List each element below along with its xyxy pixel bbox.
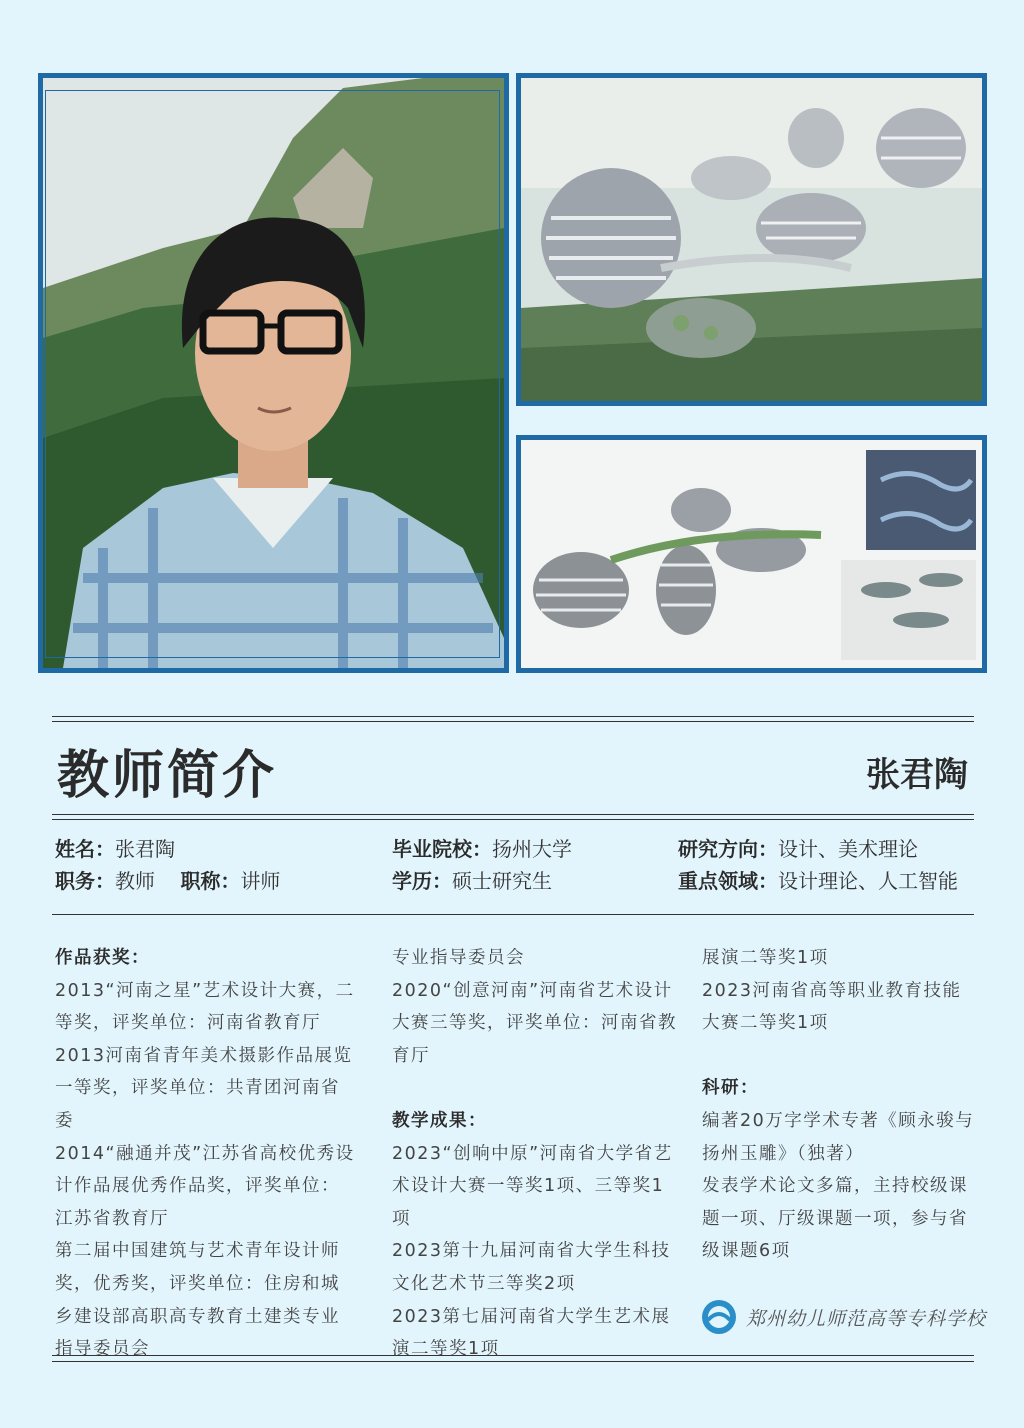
- research-item: 编著20万字学术专著《顾永骏与扬州玉雕》（独著）: [702, 1110, 975, 1164]
- info-degree-label: 学历：: [392, 869, 452, 893]
- info-degree: [392, 865, 552, 898]
- award-item: 2013“河南之星”艺术设计大赛，二等奖，评奖单位：河南省教育厅: [55, 980, 355, 1034]
- teaching-heading: 教学成果：: [392, 1110, 487, 1131]
- teaching-item: 2023河南省高等职业教育技能大赛二等奖1项: [702, 980, 962, 1034]
- info-job: [55, 865, 280, 898]
- award-item-continued: 专业指导委员会: [392, 948, 525, 968]
- info-rank-value: 讲师: [240, 869, 281, 893]
- info-focus: [678, 865, 958, 898]
- info-rank-label: 职称：: [180, 869, 241, 893]
- diagram-illustration: [521, 440, 982, 668]
- teaching-item: 2023第七届河南省大学生艺术展演二等奖1项: [392, 1306, 671, 1360]
- teaching-column: [392, 942, 682, 1360]
- info-school-label: 毕业院校：: [392, 837, 492, 861]
- divider-under-title-2: [52, 819, 974, 820]
- info-research: [678, 833, 918, 866]
- school-name: 郑州幼儿师范高等专科学校: [746, 1308, 987, 1330]
- info-name-label: 姓名：: [55, 837, 115, 861]
- research-column: [702, 942, 980, 1268]
- research-heading: 科研：: [702, 1078, 759, 1099]
- research-item: 发表学术论文多篇，主持校级课题一项、厅级课题一项，参与省级课题6项: [702, 1176, 968, 1262]
- teacher-name-heading: 张君陶: [866, 755, 968, 795]
- teaching-item-continued: 展演二等奖1项: [702, 948, 829, 968]
- portrait-illustration: [43, 78, 504, 668]
- architecture-render: [516, 73, 987, 406]
- teaching-item: 2023“创响中原”河南省大学省艺术设计大赛一等奖1项、三等奖1项: [392, 1143, 673, 1229]
- award-item: 第二届中国建筑与艺术青年设计师奖，优秀奖，评奖单位：住房和城乡建设部高职高专教育土建类专业指导委员会: [55, 1241, 340, 1360]
- info-focus-value: 设计理论、人工智能: [778, 869, 958, 893]
- info-school: [392, 833, 572, 866]
- divider-under-info: [52, 914, 974, 915]
- school-emblem-icon: [700, 1298, 738, 1336]
- portrait-photo: [38, 73, 509, 673]
- awards-column: [55, 942, 355, 1360]
- info-job-value: 教师: [115, 869, 155, 893]
- render-illustration: [521, 78, 982, 401]
- school-logo: [700, 1298, 987, 1338]
- teaching-item: 2023第十九届河南省大学生科技文化艺术节三等奖2项: [392, 1241, 671, 1294]
- info-focus-label: 重点领域：: [678, 869, 778, 893]
- info-name: [55, 833, 175, 866]
- info-research-value: 设计、美术理论: [778, 837, 918, 861]
- divider-bottom-1: [52, 1355, 974, 1356]
- divider-top-1: [52, 716, 974, 717]
- info-school-value: 扬州大学: [492, 837, 572, 861]
- design-diagram: [516, 435, 987, 673]
- divider-top-2: [52, 721, 974, 722]
- info-job-label: 职务：: [55, 869, 115, 893]
- award-item: 2013河南省青年美术摄影作品展览一等奖，评奖单位：共青团河南省委: [55, 1045, 353, 1131]
- info-name-value: 张君陶: [115, 837, 175, 861]
- award-item: 2020“创意河南”河南省艺术设计大赛三等奖，评奖单位：河南省教育厅: [392, 980, 677, 1066]
- info-research-label: 研究方向：: [678, 837, 778, 861]
- awards-heading: 作品获奖：: [55, 948, 150, 968]
- divider-bottom-2: [52, 1361, 974, 1362]
- page-title: 教师简介: [57, 746, 278, 806]
- award-item: 2014“融通并茂”江苏省高校优秀设计作品展优秀作品奖，评奖单位：江苏省教育厅: [55, 1143, 355, 1229]
- info-degree-value: 硕士研究生: [452, 869, 552, 893]
- divider-under-title-1: [52, 814, 974, 815]
